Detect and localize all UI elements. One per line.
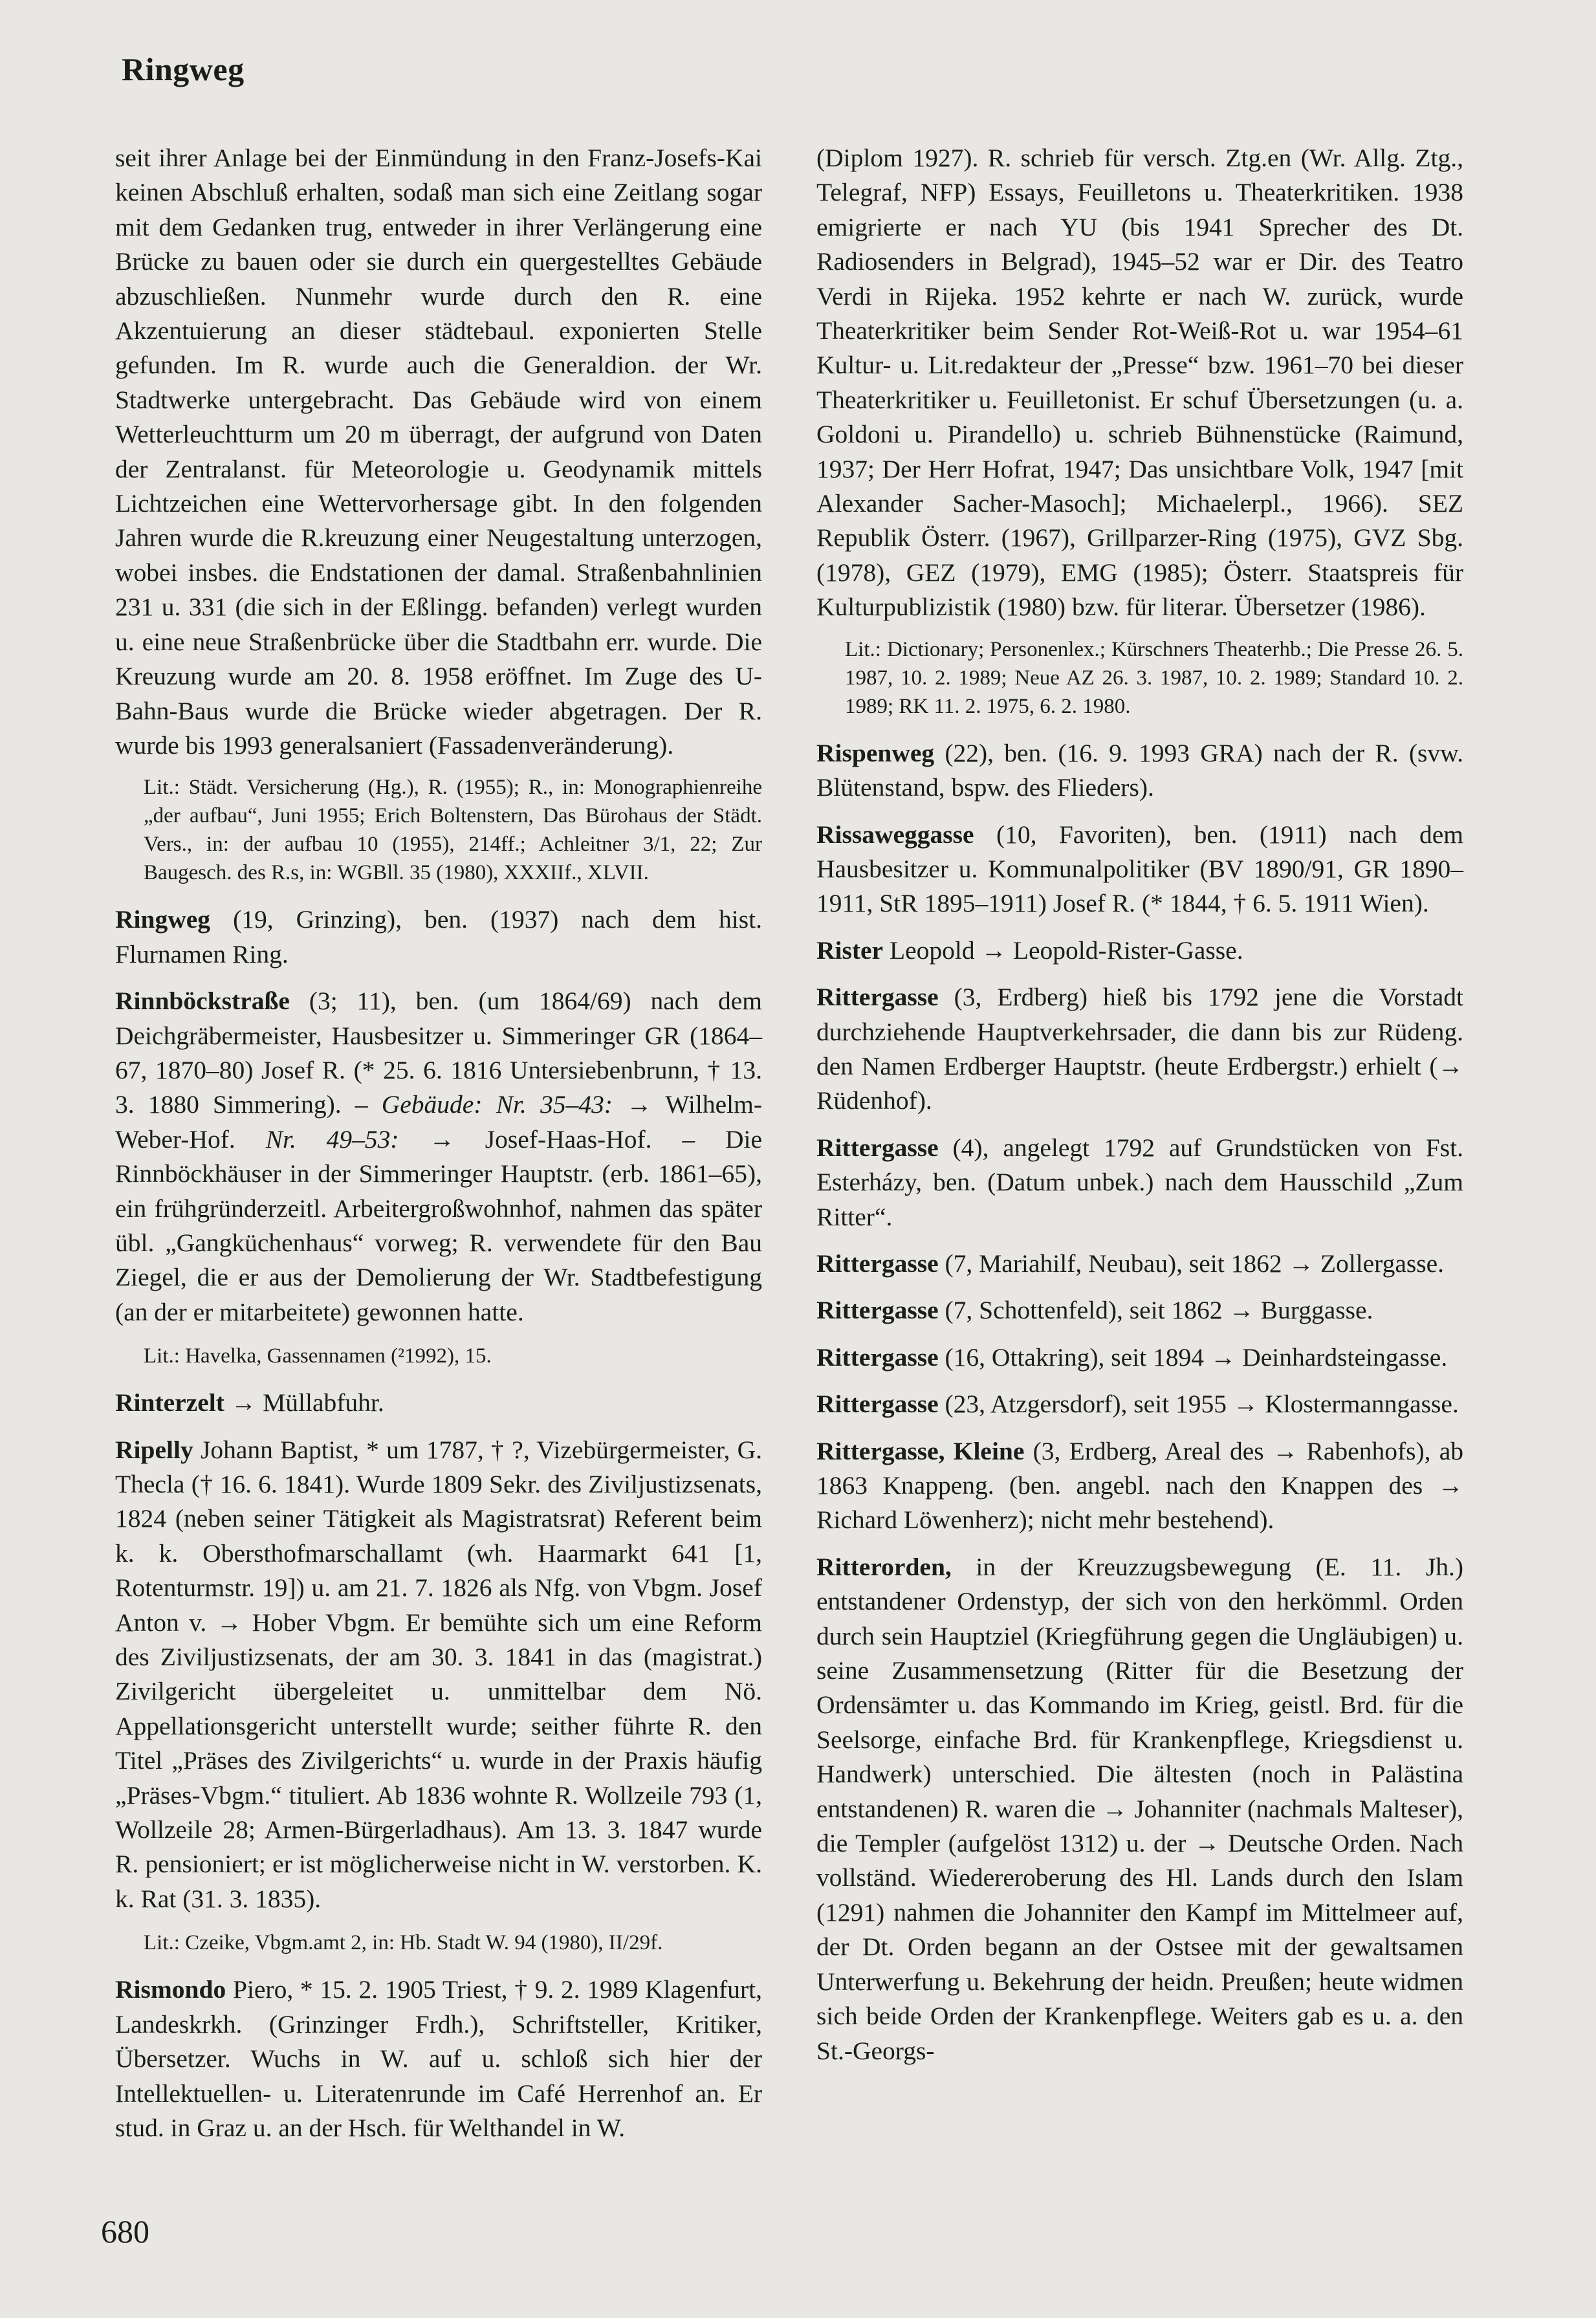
lexicon-entry	[816, 1131, 1463, 1234]
entry-headword: Ritterorden,	[816, 1552, 952, 1581]
entry-text: in der Kreuzzugsbewegung (E. 11. Jh.) entstandener Ordenstyp, der sich von den herkömml. Orden durch sein Hauptziel (Kriegführung gegen die Ungläubigen) u. seine Zusammensetzung (Ritter für die Besetzung der Ordensämter u. das Kommando im Krieg, geistl. Brd. für die Seelsorge, einfache Brd. für Krankenpflege, Kriegsdienst u. Handwerk) unterschied. Die ältesten (noch in Palästina entstandenen) R. waren die → Johanniter (nachmals Malteser), die Templer (aufgelöst 1312) u. der → Deutsche Orden. Nach vollständ. Wiedereroberung des Hl. Lands durch den Islam (1291) nahmen die Johanniter den Kampf im Mittelmeer auf, der Dt. Orden begann an der Ostsee mit der gewaltsamen Unterwerfung u. Bekehrung der heidn. Preußen; heute widmen sich beide Orden der Krankenpflege. Weiters gab es u. a. den St.-Georgs-	[816, 1552, 1463, 2065]
entry-headword: Rittergasse	[816, 1342, 939, 1372]
entry-text: (10, Favoriten), ben. (1911) nach dem Hausbesitzer u. Kommunalpolitiker (BV 1890/91, GR 1890–1911, StR 1895–1911) Josef R. (* 1844, † 6. 5. 1911 Wien).	[816, 820, 1463, 918]
literature-reference: Lit.: Czeike, Vbgm.amt 2, in: Hb. Stadt W. 94 (1980), II/29f.	[144, 1931, 663, 1955]
entry-headword: Rittergasse, Kleine	[816, 1436, 1025, 1465]
entry-text: (7, Schottenfeld), seit 1862 → Burggasse.	[938, 1296, 1373, 1325]
lexicon-entry	[115, 984, 762, 1329]
lexicon-entry	[115, 1973, 762, 2145]
entry-headword: Ringweg	[115, 905, 211, 934]
entry-headword: Rissaweggasse	[816, 820, 974, 849]
lexicon-entry	[816, 1434, 1463, 1538]
entry-text: (4), angelegt 1792 auf Grundstücken von Fst. Esterházy, ben. (Datum unbek.) nach dem Hausschild „Zum Ritter“.	[816, 1133, 1463, 1231]
lexicon-entry	[816, 1340, 1463, 1375]
entry-headword: Rinnböckstraße	[115, 987, 290, 1016]
entry-continuation: (Diplom 1927). R. schrieb für versch. Ztg.en (Wr. Allg. Ztg., Telegraf, NFP) Essays, Feuilletons u. Theaterkritiken. 1938 emigrierte er nach YU (bis 1941 Sprecher des Dt. Radiosenders in Belgrad), 1945–52 war er Dir. des Teatro Verdi in Rijeka. 1952 kehrte er nach W. zurück, wurde Theaterkritiker beim Sender Rot-Weiß-Rot u. war 1954–61 Kultur- u. Lit.redakteur der „Presse“ bzw. 1961–70 bei dieser Theaterkritiker u. Feuilletonist. Er schuf Übersetzungen (u. a. Goldoni u. Pirandello) u. schrieb Bühnenstücke (Raimund, 1937; Der Herr Hofrat, 1947; Das unsichtbare Volk, 1947 [mit Alexander Sacher-Masoch]; Michaelerpl., 1966). SEZ Republik Österr. (1967), Grillparzer-Ring (1975), GVZ Sbg. (1978), GEZ (1979), EMG (1985); Österr. Staatspreis für Kulturpublizistik (1980) bzw. für literar. Übersetzer (1986).	[816, 144, 1463, 622]
entry-text: → Wilhelm-Weber-Hof.	[115, 1090, 762, 1154]
entry-headword: Rittergasse	[816, 1133, 939, 1162]
lexicon-entry	[816, 1293, 1463, 1328]
entry-text: Leopold → Leopold-Rister-Gasse.	[883, 935, 1243, 965]
entry-headword: Rismondo	[115, 1975, 226, 2004]
lexicon-entry	[816, 934, 1463, 968]
page-number: 680	[101, 2213, 149, 2249]
lexicon-entry	[816, 736, 1463, 805]
entry-text: → Josef-Haas-Hof. – Die Rinnböckhäuser in der Simmeringer Hauptstr. (erb. 1861–65), ein frühgründerzeitl. Arbeitergroßwohnhof, nahmen das später übl. „Gangküchenhaus“ vorweg; R. verwendete für den Bau Ziegel, die er aus der Demolierung der Wr. Stadtbefestigung (an der er mitarbeitete) gewonnen hatte.	[115, 1124, 762, 1326]
entry-italic-text: Gebäude: Nr. 35–43:	[381, 1090, 613, 1119]
lexicon-entry	[816, 1550, 1463, 2068]
entry-text: Johann Baptist, * um 1787, † ?, Vizebürgermeister, G. Thecla († 16. 6. 1841). Wurde 1809 Sekr. des Ziviljustizsenats, 1824 (neben seiner Tätigkeit als Magistratsrat) Referent beim k. k. Obersthofmarschallamt (wh. Haarmarkt 641 [1, Rotenturmstr. 19]) u. am 21. 7. 1826 als Nfg. von Vbgm. Josef Anton v. → Hober Vbgm. Er bemühte sich um eine Reform des Ziviljustizsenats, der am 30. 3. 1841 in das (magistrat.) Zivilgericht übergeleitet u. unmittelbar dem Nö. Appellationsgericht unterstellt wurde; seither führte R. den Titel „Präses des Zivilgerichts“ u. wurde in der Praxis häufig „Präses-Vbgm.“ tituliert. Ab 1836 wohnte R. Wollzeile 793 (1, Wollzeile 28; Armen-Bürgerladhaus). Am 13. 3. 1847 wurde R. pensioniert; er ist möglicherweise nicht in W. verstorben. K. k. Rat (31. 3. 1835).	[115, 1435, 762, 1913]
lexicon-entry	[816, 1247, 1463, 1281]
entry-text: (16, Ottakring), seit 1894 → Deinhardsteingasse.	[938, 1342, 1448, 1372]
running-head: Ringweg	[122, 51, 245, 87]
lexicon-entry	[816, 1387, 1463, 1421]
entry-text: (22), ben. (16. 9. 1993 GRA) nach der R. (svw. Blütenstand, bspw. des Flieders).	[816, 738, 1463, 802]
entry-text: (23, Atzgersdorf), seit 1955 → Klostermanngasse.	[938, 1390, 1459, 1419]
literature-reference: Lit.: Städt. Versicherung (Hg.), R. (1955); R., in: Monographienreihe „der aufbau“, Juni 1955; Erich Boltenstern, Das Bürohaus der Städt. Vers., in: der aufbau 10 (1955), 214ff.; Achleitner 3/1, 22; Zur Baugesch. des R.s, in: WGBll. 35 (1980), XXXIIf., XLVII.	[144, 776, 762, 885]
entry-headword: Rittergasse	[816, 983, 939, 1012]
lexicon-entry	[115, 902, 762, 972]
literature-reference: Lit.: Havelka, Gassennamen (²1992), 15.	[144, 1344, 492, 1368]
lexicon-entry	[816, 980, 1463, 1119]
entry-headword: Rister	[816, 935, 884, 965]
entry-text: Piero, * 15. 2. 1905 Triest, † 9. 2. 1989 Klagenfurt, Landeskrkh. (Grinzinger Frdh.), Schriftsteller, Kritiker, Übersetzer. Wuchs in W. auf u. schloß sich hier der Intellektuellen- u. Literatenrunde im Café Herrenhof an. Er stud. in Graz u. an der Hsch. für Welthandel in W.	[115, 1975, 762, 2142]
entry-italic-text: Nr. 49–53:	[265, 1124, 399, 1154]
entry-headword: Rittergasse	[816, 1390, 939, 1419]
entry-text: (3; 11), ben. (um 1864/69) nach dem Deichgräbermeister, Hausbesitzer u. Simmeringer GR (1864–67, 1870–80) Josef R. (* 25. 6. 1816 Untersiebenbrunn, † 13. 3. 1880 Simmering). –	[115, 987, 762, 1119]
entry-text: → Müllabfuhr.	[224, 1388, 384, 1417]
lexicon-entry	[115, 1433, 762, 1917]
entry-text: (3, Erdberg, Areal des → Rabenhofs), ab 1863 Knappeng. (ben. angebl. nach den Knappen des → Richard Löwenherz); nicht mehr bestehend).	[816, 1436, 1463, 1535]
right-column	[816, 141, 1463, 2081]
entry-text: (7, Mariahilf, Neubau), seit 1862 → Zollergasse.	[938, 1249, 1445, 1278]
literature-reference: Lit.: Dictionary; Personenlex.; Kürschners Theaterhb.; Die Presse 26. 5. 1987, 10. 2. 1989; Neue AZ 26. 3. 1987, 10. 2. 1989; Standard 10. 2. 1989; RK 11. 2. 1975, 6. 2. 1980.	[845, 637, 1463, 718]
entry-headword: Rispenweg	[816, 738, 935, 767]
left-column	[115, 141, 762, 2158]
lexicon-entry	[816, 818, 1463, 921]
entry-headword: Rittergasse	[816, 1249, 939, 1278]
lexicon-entry	[115, 1386, 762, 1420]
entry-text: (3, Erdberg) hieß bis 1792 jene die Vorstadt durchziehende Hauptverkehrsader, die dann bis zur Rüdeng. den Namen Erdberger Hauptstr. (heute Erdbergstr.) erhielt (→ Rüdenhof).	[816, 983, 1463, 1115]
entry-headword: Rinterzelt	[115, 1388, 224, 1417]
entry-continuation: seit ihrer Anlage bei der Einmündung in den Franz-Josefs-Kai keinen Abschluß erhalten, sodaß man sich eine Zeitlang sogar mit dem Gedanken trug, entweder in ihrer Verlängerung eine Brücke zu bauen oder sie durch ein quergestelltes Gebäude abzuschließen. Nunmehr wurde durch den R. eine Akzentuierung an dieser städtebaul. exponierten Stelle gefunden. Im R. wurde auch die Generaldion. der Wr. Stadtwerke untergebracht. Das Gebäude wird von einem Wetterleuchtturm um 20 m überragt, der aufgrund von Daten der Zentralanst. für Meteorologie u. Geodynamik mittels Lichtzeichen eine Wettervorhersage gibt. In den folgenden Jahren wurde die R.kreuzung einer Neugestaltung unterzogen, wobei insbes. die Endstationen der damal. Straßenbahnlinien 231 u. 331 (die sich in der Eßlingg. befanden) verlegt wurden u. eine neue Straßenbrücke über die Stadtbahn err. wurde. Die Kreuzung wurde am 20. 8. 1958 eröffnet. Im Zuge des U-Bahn-Baus wurde die Brücke wieder abgetragen. Der R. wurde bis 1993 generalsaniert (Fassadenveränderung).	[115, 144, 762, 760]
entry-headword: Rittergasse	[816, 1296, 939, 1325]
entry-headword: Ripelly	[115, 1435, 193, 1464]
entry-text: (19, Grinzing), ben. (1937) nach dem hist. Flurnamen Ring.	[115, 905, 762, 968]
